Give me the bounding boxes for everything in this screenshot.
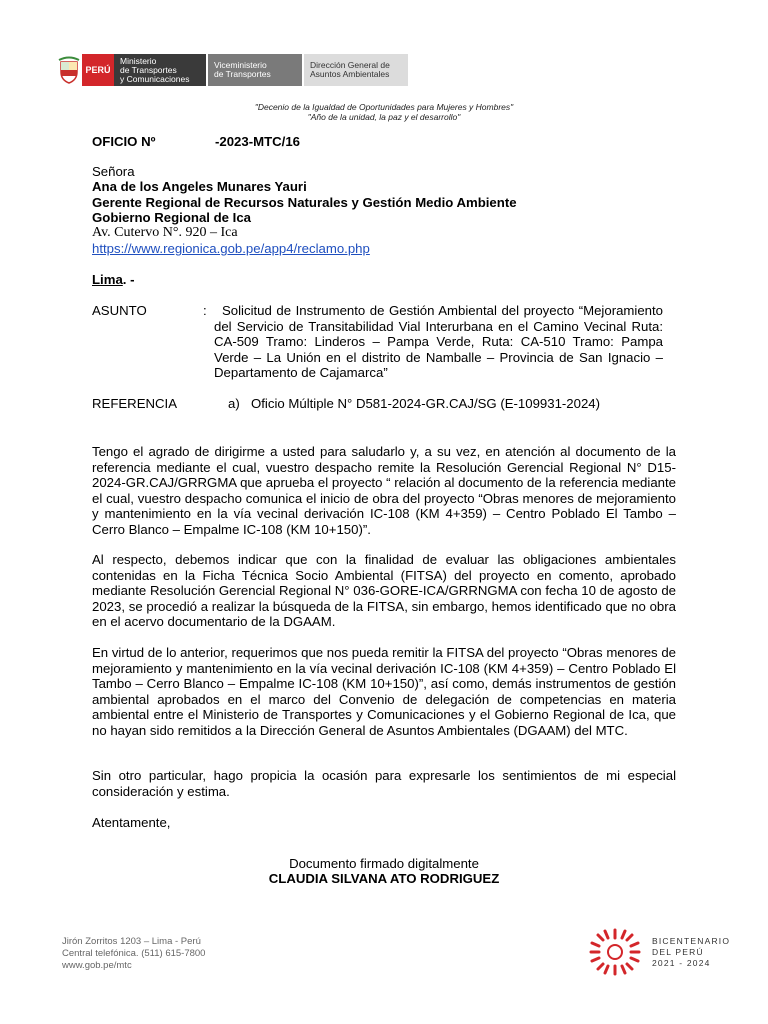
footer-phone: Central telefónica. (511) 615-7800 <box>62 948 206 959</box>
motto-line-2: "Año de la unidad, la paz y el desarrollo" <box>307 112 461 122</box>
closing: Atentamente, <box>92 815 171 830</box>
city-line <box>92 272 135 288</box>
recipient-name: Ana de los Angeles Munares Yauri <box>92 179 307 194</box>
footer-contact <box>62 936 205 972</box>
header-logo-bar <box>56 54 408 86</box>
bicentenario-text: BICENTENARIO DEL PERÚ 2021 - 2024 <box>652 935 731 968</box>
oficio-label: OFICIO Nº <box>92 134 156 149</box>
salutation: Señora <box>92 164 135 179</box>
signer-name: CLAUDIA SILVANA ATO RODRIGUEZ <box>268 871 500 886</box>
city-suffix: . - <box>122 272 135 287</box>
direction-label: Dirección General de Asuntos Ambientales <box>304 54 408 86</box>
ministry-label: Ministerio de Transportes y Comunicaciones <box>114 54 206 86</box>
recipient-title: Gerente Regional de Recursos Naturales y Gestión Medio Ambiente <box>92 195 517 210</box>
referencia-marker: a) <box>228 396 240 411</box>
asunto-text: Solicitud de Instrumento de Gestión Ambiental del proyecto “Mejoramiento del Servicio de Transitabilidad Vial Interurbana en el Camino Vecinal Ruta: CA-509 Tramo: Linderos – Pampa Verde, Ruta: CA-510 Tramo: Pampa Verde – La Unión en el distrito de Namballe – Provincia de San Ignacio – Departamento de Cajamarca” <box>214 303 663 381</box>
body-paragraph-2: Al respecto, debemos indicar que con la finalidad de evaluar las obligaciones ambientales contenidas en la Ficha Técnica Socio Ambiental (FITSA) del proyecto en comento, aprobado mediante Resolución Gerencial Regional N° 036-GORE-ICA/GRRNGMA con fecha 10 de agosto de 2023, se procedió a realizar la búsqueda de la FITSA, sin embargo, hemos identificado que no obra en el acervo documentario de la DGAAM. <box>92 552 676 630</box>
peru-label: PERÚ <box>82 54 114 86</box>
body-paragraph-3: En virtud de lo anterior, requerimos que nos pueda remitir la FITSA del proyecto “Obras menores de mejoramiento y mantenimiento en la vía vecinal derivación IC-108 (KM 4+359) – Centro Poblado El Tambo – Cerro Blanco – Empalme IC-108 (KM 10+150)”, así como, demás instrumentos de gestión ambiental aprobados en el marco del Convenio de delegación de competencias en materia ambiental entre el Ministerio de Transportes y Comunicaciones y el Gobierno Regional de Ica, que no hayan sido remitidos a la Dirección General de Asuntos Ambientales (DGAAM) del MTC. <box>92 645 676 738</box>
bicentenario-logo <box>586 926 730 978</box>
vice-ministry-label: Viceministerio de Transportes <box>208 54 302 86</box>
referencia-label: REFERENCIA <box>92 396 177 411</box>
footer-address: Jirón Zorritos 1203 – Lima - Perú <box>62 936 201 947</box>
recipient-org: Gobierno Regional de Ica <box>92 210 252 225</box>
recipient-url-link[interactable]: https://www.regionica.gob.pe/app4/reclamo.php <box>92 241 370 256</box>
asunto-label: ASUNTO <box>92 303 147 318</box>
recipient-address: Av. Cutervo N°. 920 – Ica <box>92 225 238 240</box>
referencia-text: Oficio Múltiple N° D581-2024-GR.CAJ/SG (E-109931-2024) <box>251 396 601 411</box>
bicentenario-emblem-icon <box>586 926 644 978</box>
asunto-colon: : <box>203 303 207 318</box>
city-name: Lima <box>92 272 123 287</box>
coat-of-arms-icon <box>56 54 82 86</box>
body-paragraph-4: Sin otro particular, hago propicia la ocasión para expresarle los sentimientos de mi especial consideración y estima. <box>92 768 676 799</box>
motto-line-1: "Decenio de la Igualdad de Oportunidades para Mujeres y Hombres" <box>254 102 514 112</box>
body-paragraph-1: Tengo el agrado de dirigirme a usted para saludarlo y, a su vez, en atención al documento de la referencia mediante el cual, vuestro despacho remite la Resolución Gerencial Regional N° D15-2024-GR.CAJ/GRRGMA que aprueba el proyecto “ relación al documento de la referencia mediante el cual, vuestro despacho comunica el inicio de obra del proyecto “Obras menores de mejoramiento y mantenimiento en la vía vecinal derivación IC-108 (KM 4+359) – Centro Poblado El Tambo – Cerro Blanco – Empalme IC-108 (KM 10+150)”. <box>92 444 676 537</box>
footer-web: www.gob.pe/mtc <box>62 960 132 971</box>
signed-label: Documento firmado digitalmente <box>289 856 479 871</box>
oficio-number: -2023-MTC/16 <box>215 134 301 149</box>
